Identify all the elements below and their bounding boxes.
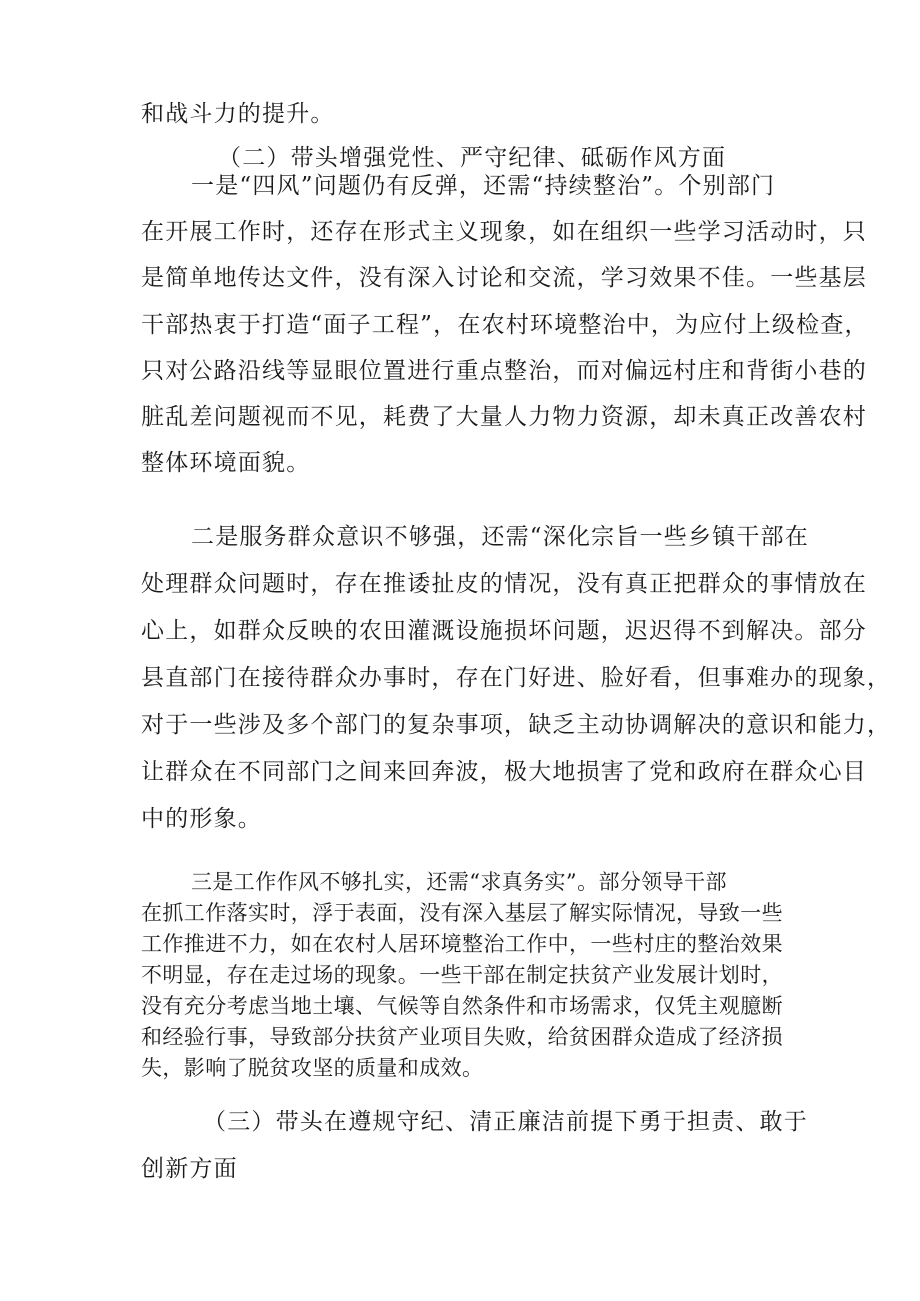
paragraph-2-line: 二是服务群众意识不够强，还需“深化宗旨一些乡镇干部在 — [191, 524, 809, 550]
paragraph-2-line: 处理群众问题时，存在推诿扯皮的情况，没有真正把群众的事情放在 — [141, 571, 867, 597]
paragraph-1-line: 脏乱差问题视而不见，耗费了大量人力物力资源，却未真正改善农村 — [141, 404, 867, 430]
paragraph-1-line: 干部热衷于打造“面子工程”，在农村环境整治中，为应付上级检查， — [141, 312, 869, 338]
paragraph-1-line: 一是“四风”问题仍有反弹，还需“持续整治”。个别部门 — [191, 173, 776, 199]
section-heading-3-line: 创新方面 — [141, 1156, 238, 1182]
paragraph-3-line: 工作推进不力，如在农村人居环境整治工作中，一些村庄的整治效果 — [141, 932, 783, 956]
section-heading-2: （二）带头增强党性、严守纪律、砥砺作风方面 — [218, 145, 727, 171]
paragraph-2-line: 让群众在不同部门之间来回奔波，极大地损害了党和政府在群众心目 — [141, 759, 867, 785]
paragraph-1-line: 是简单地传达文件，没有深入讨论和交流，学习效果不佳。一些基层 — [141, 265, 867, 291]
paragraph-2-line: 心上，如群众反映的农田灌溉设施损坏问题，迟迟得不到解决。部分 — [141, 618, 867, 644]
paragraph-3-line: 和经验行事，导致部分扶贫产业项目失败，给贫困群众造成了经济损 — [141, 1025, 783, 1049]
paragraph-3-line: 不明显，存在走过场的现象。一些干部在制定扶贫产业发展计划时， — [141, 963, 783, 987]
paragraph-1-line: 整体环境面貌。 — [141, 450, 311, 476]
continuation-line: 和战斗力的提升。 — [141, 101, 335, 127]
paragraph-2-line: 中的形象。 — [141, 806, 262, 832]
paragraph-1-line: 在开展工作时，还存在形式主义现象，如在组织一些学习活动时，只 — [141, 219, 867, 245]
paragraph-1-line: 只对公路沿线等显眼位置进行重点整治，而对偏远村庄和背街小巷的 — [141, 358, 867, 384]
paragraph-2-line: 县直部门在接待群众办事时，存在门好进、脸好看，但事难办的现象， — [141, 665, 892, 691]
paragraph-3-line: 失，影响了脱贫攻坚的质量和成效。 — [141, 1056, 484, 1080]
paragraph-3-line: 三是工作作风不够扎实，还需“求真务实”。部分领导干部 — [191, 870, 727, 894]
paragraph-2-line: 对于一些涉及多个部门的复杂事项，缺乏主动协调解决的意识和能力， — [141, 712, 892, 738]
paragraph-3-line: 在抓工作落实时，浮于表面，没有深入基层了解实际情况，导致一些 — [141, 901, 783, 925]
section-heading-3-line: （三）带头在遵规守纪、清正廉洁前提下勇于担责、敢于 — [203, 1109, 808, 1135]
paragraph-3-line: 没有充分考虑当地土壤、气候等自然条件和市场需求，仅凭主观臆断 — [141, 994, 783, 1018]
